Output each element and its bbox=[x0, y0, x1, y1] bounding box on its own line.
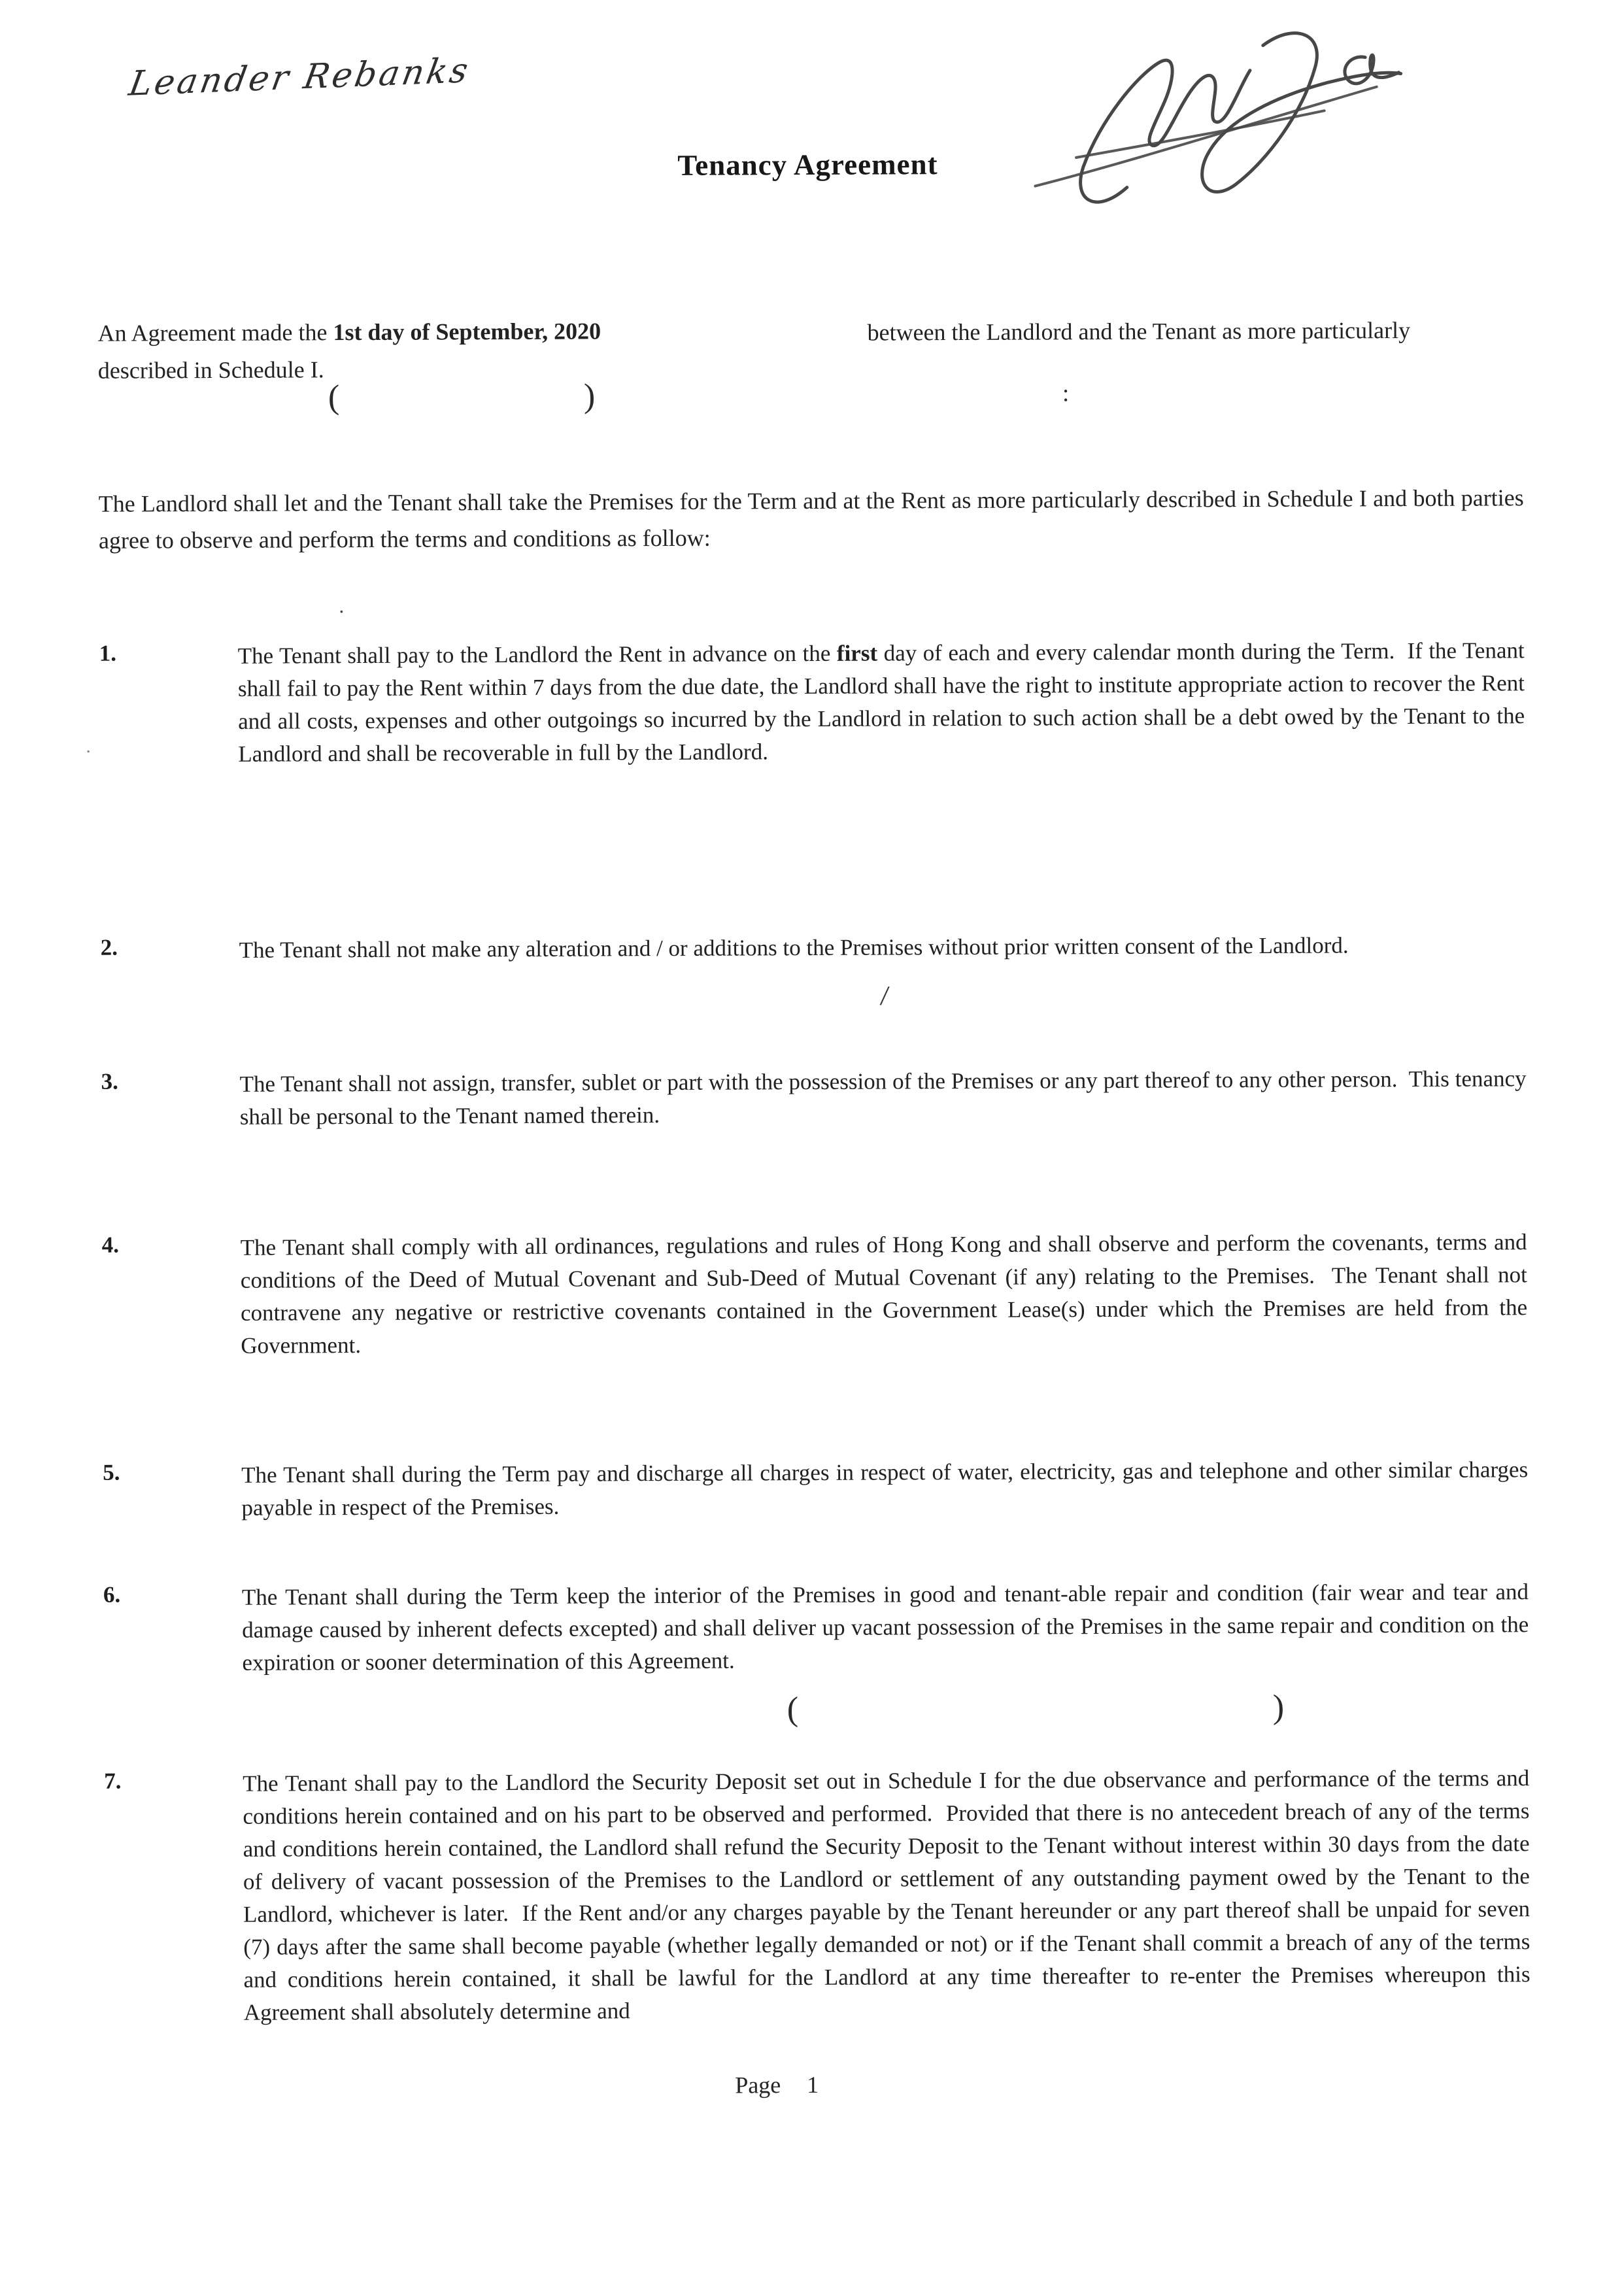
clause-6-text: The Tenant shall during the Term keep the interior of the Premises in good and tenant-able repair and condition (fair wear and tear and damage caused by inherent defects excepted) and shall deliver up vacant possession of the Premises in the same repair and condition on the expiration or sooner determination of this Agreement. bbox=[241, 1579, 1535, 1676]
clause-6-number: 6. bbox=[103, 1581, 121, 1608]
clause-3-text: The Tenant shall not assign, transfer, sublet or part with the possession of the Premises or any part thereof to any other person. This tenancy shall be personal to the Tenant named therein. bbox=[239, 1066, 1532, 1130]
open-paren-mark-2: ( bbox=[787, 1691, 799, 1729]
footer-page-label: Page bbox=[735, 2072, 781, 2099]
clause-2 bbox=[101, 928, 1526, 968]
close-paren-mark: ) bbox=[583, 377, 596, 415]
preamble-paragraph: The Landlord shall let and the Tenant shall take the Premises for the Term and at the Rent as more particularly described in Schedule I and both parties agree to observe and perform the terms and conditions as follow: bbox=[98, 484, 1530, 554]
clause-2-number: 2. bbox=[100, 934, 118, 960]
clause-1-text-segment: The Tenant shall pay to the Landlord the Rent in advance on the bbox=[237, 640, 837, 669]
clause-3 bbox=[101, 1062, 1532, 1134]
clause-7-text: The Tenant shall pay to the Landlord the Security Deposit set out in Schedule I for the due observance and performance of the terms and conditions herein contained and on his part to be observed and performed. Provided that there is no antecedent breach of any of the terms and conditions herein contained, the Landlord shall refund the Security Deposit to the Tenant without interest within 30 days from the date of delivery of vacant possession of the Premises to the Landlord or settlement of any outstanding payment owed by the Tenant to the Landlord, whichever is later. If the Rent and/or any charges payable by the Tenant hereunder or any part thereof shall be unpaid for seven (7) days after the same shall become payable (whether legally demanded or not) or if the Tenant shall commit a breach of any of the terms and conditions herein contained, it shall be lawful for the Landlord at any time thereafter to re-enter the Premises whereupon this Agreement shall absolutely determine and bbox=[243, 1765, 1536, 2025]
clause-1-text-bold: first bbox=[836, 640, 878, 666]
clause-1-text bbox=[237, 634, 1531, 771]
clause-7-number: 7. bbox=[104, 1768, 122, 1794]
margin-dot-artifact: . bbox=[86, 735, 91, 757]
intro-opening-regular: An Agreement made the bbox=[97, 319, 333, 346]
footer-page-number: 1 bbox=[807, 2071, 819, 2099]
intro-opening-date: 1st day of September, 2020 bbox=[333, 318, 601, 346]
intro-opening-line bbox=[97, 314, 601, 349]
document-title: Tenancy Agreement bbox=[677, 148, 938, 182]
open-paren-mark: ( bbox=[328, 379, 340, 416]
stray-dot-artifact: . bbox=[339, 594, 345, 618]
clause-7 bbox=[104, 1762, 1536, 2030]
clause-1-number: 1. bbox=[99, 640, 117, 666]
signature-icon bbox=[1007, 12, 1461, 226]
clause-4-text: The Tenant shall comply with all ordinances, regulations and rules of Hong Kong and shall observe and perform the covenants, terms and conditions of the Deed of Mutual Covenant and Sub-Deed of Mutual Covenant (if any) relating to the Premises. The Tenant shall not contravene any negative or restrictive covenants contained in the Government Lease(s) under which the Premises are held from the Government. bbox=[240, 1229, 1533, 1358]
colon-mark: : bbox=[1062, 380, 1070, 407]
clause-4-number: 4. bbox=[101, 1232, 119, 1258]
clause-6 bbox=[103, 1576, 1535, 1680]
clause-1 bbox=[99, 634, 1531, 771]
clause-5-number: 5. bbox=[103, 1459, 120, 1485]
clause-4 bbox=[101, 1226, 1533, 1363]
clause-5-text: The Tenant shall during the Term pay and discharge all charges in respect of water, electricity, gas and telephone and other similar charges payable in respect of the Premises. bbox=[241, 1457, 1534, 1521]
clause-2-text: The Tenant shall not make any alteration and / or additions to the Premises without prior written consent of the Landlord. bbox=[239, 932, 1349, 963]
page-footer bbox=[735, 2071, 819, 2099]
clause-3-number: 3. bbox=[101, 1068, 118, 1094]
clause-5 bbox=[103, 1453, 1534, 1525]
handwritten-name: Leander Rebanks bbox=[126, 50, 474, 104]
close-paren-mark-2: ) bbox=[1272, 1688, 1285, 1726]
stray-slash-artifact: / bbox=[879, 979, 890, 1013]
clause-1-text-segment: day of each and every calendar month during the Term. If the Tenant shall fail to pay the Rent within 7 days from the due date, the Landlord shall have the right to institute appropriate action to recover the Rent and all costs, expenses and other outgoings so incurred by the Landlord in relation to such action shall be a debt owed by the Tenant to the Landlord and shall be recoverable in full by the Landlord. bbox=[237, 637, 1531, 767]
intro-opening-right: between the Landlord and the Tenant as more particularly bbox=[867, 316, 1411, 346]
signature-scribble bbox=[1007, 12, 1461, 226]
intro-schedule-line: described in Schedule I. bbox=[97, 356, 324, 384]
